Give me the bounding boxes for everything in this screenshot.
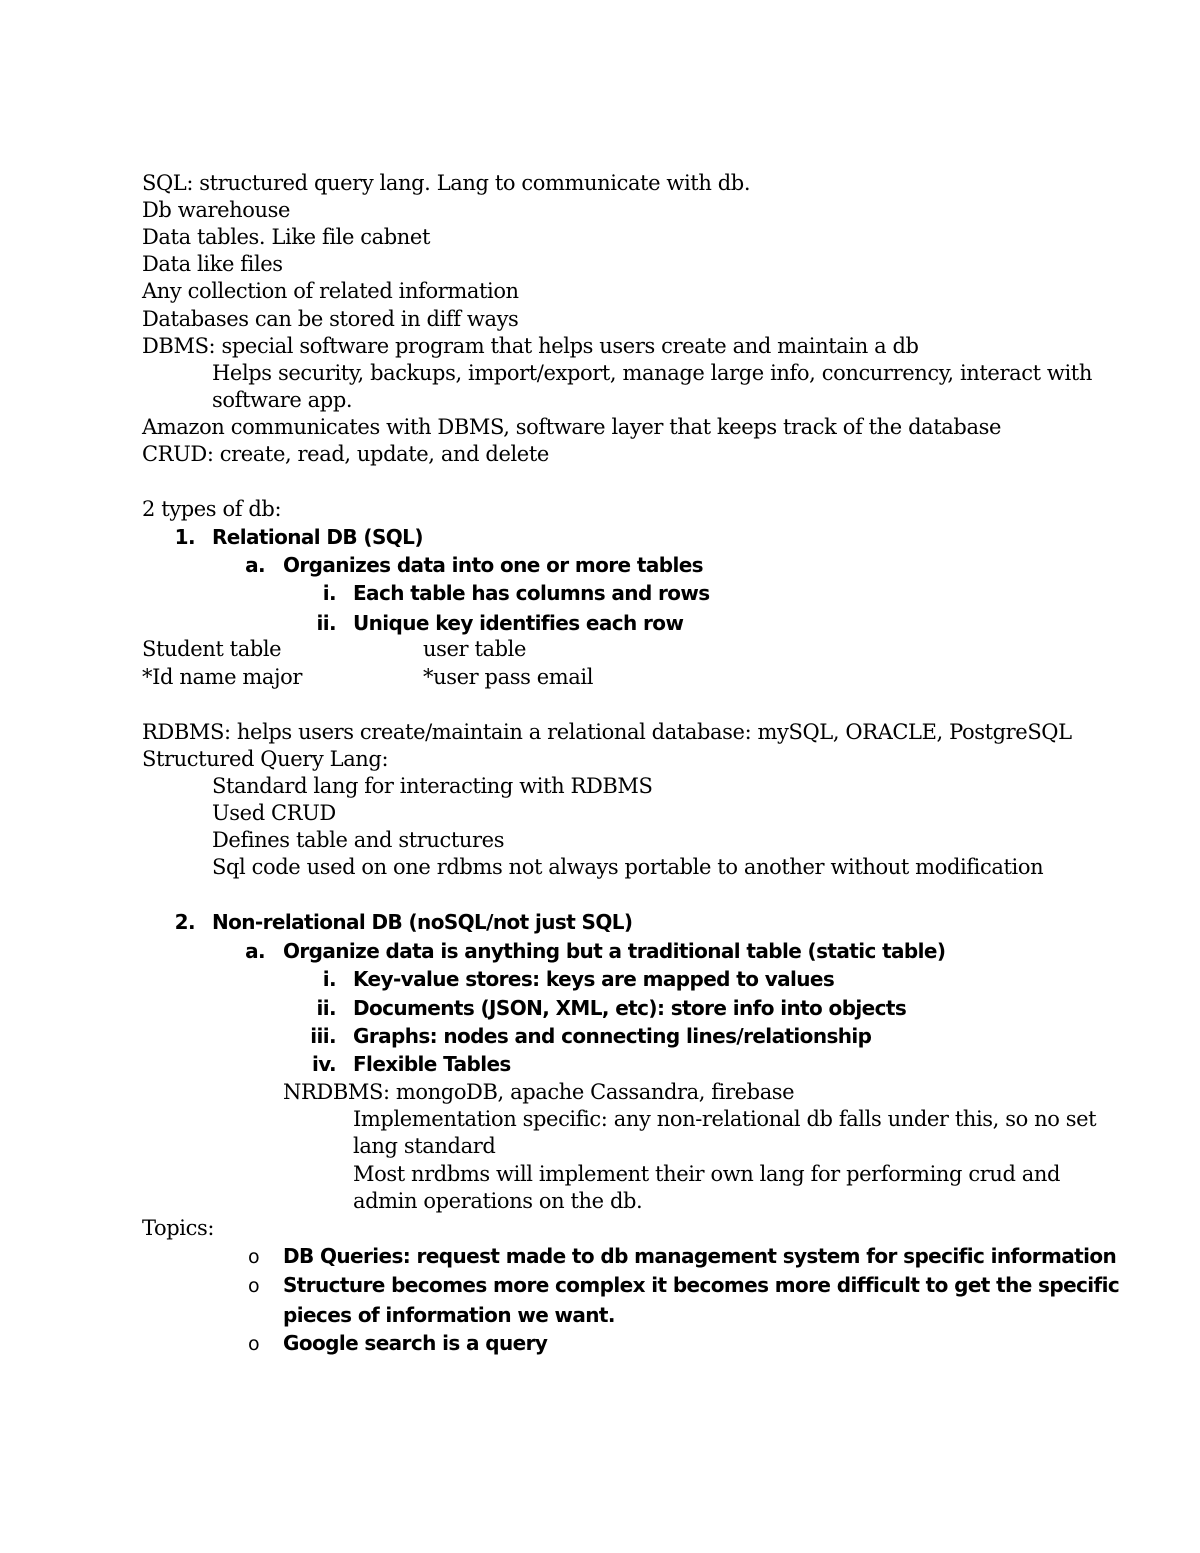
relational-number: 1.	[174, 525, 195, 549]
sql-point: Standard lang for interacting with RDBMS	[212, 774, 653, 798]
nrdbms-line: NRDBMS: mongoDB, apache Cassandra, firebase	[283, 1080, 795, 1104]
nrdbms-detail: Implementation specific: any non-relational db falls under this, so no set	[353, 1107, 1097, 1131]
bullet-icon: o	[248, 1246, 260, 1268]
intro-line-files: Data like files	[142, 252, 283, 276]
nonrelational-item-marker: i.	[322, 967, 336, 991]
bullet-icon: o	[248, 1275, 260, 1297]
topic-item: Google search is a query	[283, 1331, 548, 1355]
relational-sub: Organizes data into one or more tables	[283, 553, 703, 577]
bullet-icon: o	[248, 1333, 260, 1355]
relational-item: Unique key identifies each row	[353, 611, 684, 635]
intro-line-tables: Data tables. Like file cabnet	[142, 225, 430, 249]
intro-line-sql: SQL: structured query lang. Lang to communicate with db.	[142, 171, 751, 195]
relational-item-marker: i.	[322, 581, 336, 605]
topic-item: Structure becomes more complex it becomes more difficult to get the specific	[283, 1273, 1120, 1297]
nrdbms-detail: admin operations on the db.	[353, 1189, 643, 1213]
user-table-title: user table	[423, 637, 526, 661]
student-table-columns: *Id name major	[142, 665, 303, 689]
nonrelational-item-marker: ii.	[316, 996, 336, 1020]
relational-item: Each table has columns and rows	[353, 581, 710, 605]
nonrelational-item-marker: iii.	[310, 1024, 336, 1048]
types-heading: 2 types of db:	[142, 497, 282, 521]
topic-item: DB Queries: request made to db management system for specific information	[283, 1244, 1117, 1268]
sql-point: Defines table and structures	[212, 828, 505, 852]
nonrelational-number: 2.	[174, 910, 195, 934]
user-table-columns: *user pass email	[423, 665, 594, 689]
nonrelational-sub-marker: a.	[245, 939, 265, 963]
rdbms-line: RDBMS: helps users create/maintain a relational database: mySQL, ORACLE, PostgreSQL	[142, 720, 1072, 744]
nonrelational-item-marker: iv.	[311, 1052, 336, 1076]
nonrelational-item: Documents (JSON, XML, etc): store info into objects	[353, 996, 907, 1020]
nonrelational-item: Key-value stores: keys are mapped to values	[353, 967, 835, 991]
nonrelational-item: Flexible Tables	[353, 1052, 511, 1076]
nonrelational-item: Graphs: nodes and connecting lines/relationship	[353, 1024, 872, 1048]
student-table-title: Student table	[142, 637, 282, 661]
relational-item-marker: ii.	[316, 611, 336, 635]
intro-line-dbms: DBMS: special software program that helps users create and maintain a db	[142, 334, 919, 358]
relational-title: Relational DB (SQL)	[212, 525, 423, 549]
nrdbms-detail: Most nrdbms will implement their own lang for performing crud and	[353, 1162, 1061, 1186]
nonrelational-sub: Organize data is anything but a traditional table (static table)	[283, 939, 946, 963]
intro-line-warehouse: Db warehouse	[142, 198, 291, 222]
intro-line-amazon: Amazon communicates with DBMS, software layer that keeps track of the database	[142, 415, 1001, 439]
sql-point: Used CRUD	[212, 801, 336, 825]
dbms-detail-line-1: Helps security, backups, import/export, manage large info, concurrency, interact with	[212, 361, 1092, 385]
sql-point: Sql code used on one rdbms not always portable to another without modification	[212, 855, 1044, 879]
intro-line-collection: Any collection of related information	[142, 279, 519, 303]
nonrelational-title: Non-relational DB (noSQL/not just SQL)	[212, 910, 633, 934]
intro-line-stored: Databases can be stored in diff ways	[142, 307, 519, 331]
dbms-detail-line-2: software app.	[212, 388, 353, 412]
topic-item-continuation: pieces of information we want.	[283, 1303, 615, 1327]
relational-sub-marker: a.	[245, 553, 265, 577]
nrdbms-detail: lang standard	[353, 1134, 496, 1158]
intro-line-crud: CRUD: create, read, update, and delete	[142, 442, 549, 466]
topics-heading: Topics:	[142, 1216, 214, 1240]
sql-heading: Structured Query Lang:	[142, 747, 389, 771]
